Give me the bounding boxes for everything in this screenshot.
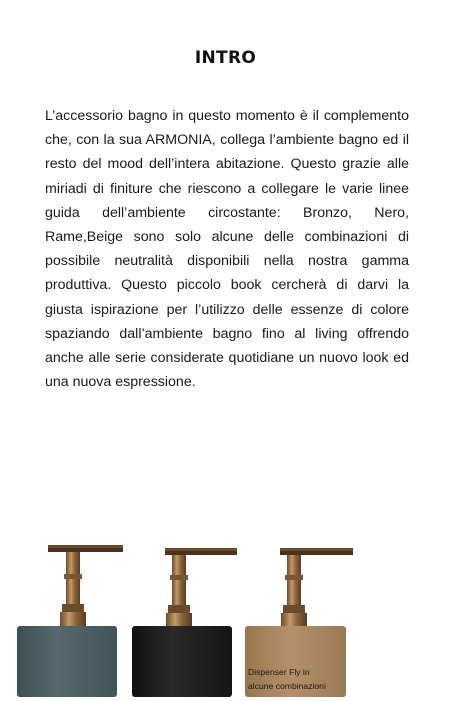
- dispenser-black: [132, 548, 237, 697]
- caption-line-2: alcune combinazioni: [248, 681, 326, 691]
- product-caption: [248, 665, 348, 693]
- product-image: [0, 540, 451, 697]
- dispenser-illustration: [0, 540, 451, 697]
- dispenser-teal: [17, 545, 123, 697]
- intro-paragraph: L’accessorio bagno in questo momento è il complemento che, con la sua ARMONIA, collega l’ambiente bagno ed il resto del mood dell’intera abitazione. Questo grazie alle miriadi di finiture che riescono a collegare le varie linee guida dell’ambiente circostante: Bronzo, Nero, Rame,Beige sono solo alcune delle combinazioni di possibile neutralità disponibili nella nostra gamma produttiva. Questo piccolo book cercherà di darvi la giusta ispirazione per l’utilizzo delle essenze di colore spaziando dall’ambiente bagno fino al living offrendo anche alle serie considerate quotidiane un nuovo look ed una nuova espressione.: [45, 108, 409, 391]
- page-title: INTRO: [194, 48, 257, 68]
- caption-line-1: Dispenser Fly in: [248, 667, 310, 677]
